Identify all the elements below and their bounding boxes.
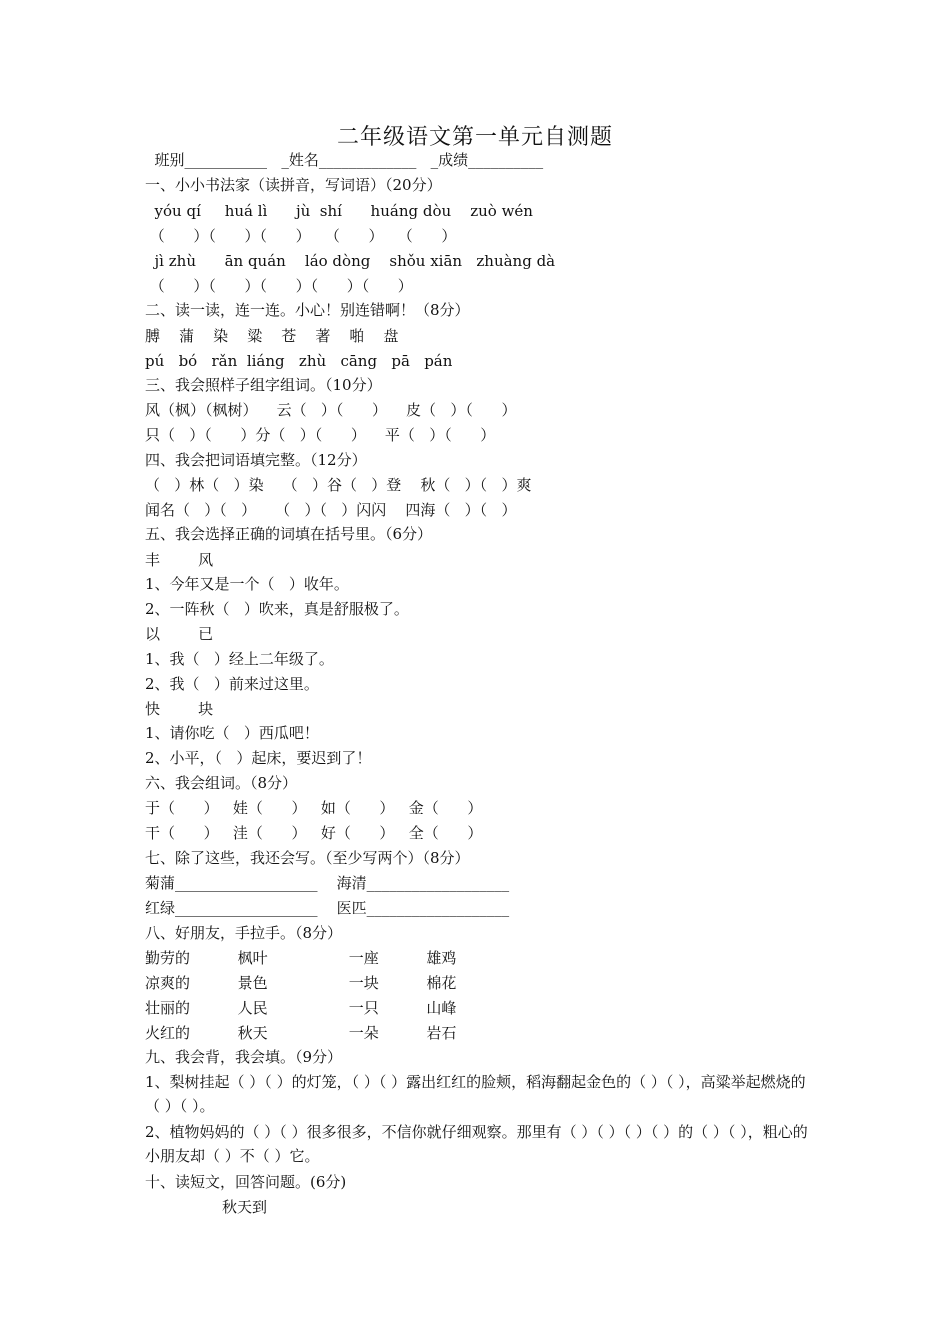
exercise-row: 1、我（ ）经上二年级了。 (145, 650, 334, 668)
exercise-row: 1、今年又是一个（ ）收年。 (145, 575, 349, 593)
exercise-row: 于（ ） 娃（ ） 如（ ） 金（ ） (145, 799, 483, 817)
exercise-row: 2、我（ ）前来过这里。 (145, 675, 319, 693)
exercise-row: 2、一阵秋（ ）吹来，真是舒服极了。 (145, 600, 409, 618)
exercise-row: 只（ ）（ ）分（ ）（ ） 平（ ）（ ） (145, 426, 496, 444)
matching-row: 火红的 秋天 一朵 岩石 (145, 1024, 457, 1042)
word-choice-pair: 快 块 (145, 700, 214, 718)
exercise-row: （ ）林（ ）染 （ ）谷（ ）登 秋（ ）（ ）爽 (145, 476, 532, 494)
student-info-line: 班别___________ _姓名_____________ _成绩__________ (145, 151, 544, 169)
exercise-row: 1、请你吃（ ）西瓜吧！ (145, 724, 319, 742)
exercise-row: 红绿___________________ 医匹___________________ (145, 899, 510, 917)
section-heading: 六、我会组词。（8分） (145, 774, 298, 792)
section-heading: 九、我会背，我会填。（9分） (145, 1048, 343, 1066)
character-row: 膊 蒲 染 粱 苍 著 啪 盘 (145, 327, 399, 345)
pinyin-row: yóu qí huá lì jù shí huáng dòu zuò wén (145, 202, 533, 220)
matching-row: 壮丽的 人民 一只 山峰 (145, 999, 457, 1017)
exercise-row: 菊蒲___________________ 海清___________________ (145, 874, 510, 892)
word-choice-pair: 丰 风 (145, 551, 214, 569)
fill-in-paragraph: 1、梨树挂起（ ）（ ）的灯笼，（ ）（ ）露出红红的脸颊，稻海翻起金色的（ ）（ ），高粱举起燃烧的（ ）（ ）。 (145, 1073, 806, 1115)
matching-row: 勤劳的 枫叶 一座 雄鸡 (145, 949, 457, 967)
section-heading: 八、好朋友，手拉手。（8分） (145, 924, 343, 942)
section-heading: 二、读一读，连一连。小心！别连错啊！（8分） (145, 301, 470, 319)
answer-blanks-row: （ ）（ ）（ ） （ ） （ ） (145, 227, 457, 245)
section-heading: 五、我会选择正确的词填在括号里。（6分） (145, 525, 433, 543)
section-heading: 四、我会把词语填完整。（12分） (145, 451, 367, 469)
matching-row: 凉爽的 景色 一块 棉花 (145, 974, 457, 992)
page-title: 二年级语文第一单元自测题 (336, 125, 613, 150)
exercise-row: 干（ ） 洼（ ） 好（ ） 全（ ） (145, 824, 483, 842)
section-heading: 一、小小书法家（读拼音，写词语）（20分） (145, 176, 442, 194)
word-choice-pair: 以 已 (145, 625, 214, 643)
section-heading: 七、除了这些，我还会写。（至少写两个）（8分） (145, 849, 470, 867)
fill-in-paragraph: 2、植物妈妈的（ ）（ ）很多很多，不信你就仔细观察。那里有（ ）（ ）（ ）（ ）的（ ）（ ），粗心的小朋友却（ ）不（ ）它。 (145, 1123, 808, 1165)
pinyin-row: jì zhù ān quán láo dòng shǒu xiān zhuàng dà (145, 252, 556, 270)
exercise-row: 风（枫）（枫树） 云（ ）（ ） 皮（ ）（ ） (145, 401, 517, 419)
exercise-row: 闻名（ ）（ ） （ ）（ ）闪闪 四海（ ）（ ） (145, 501, 517, 519)
answer-blanks-row: （ ）（ ）（ ）（ ）（ ） (145, 277, 413, 295)
passage-title: 秋天到 (222, 1198, 268, 1216)
pinyin-row: pú bó rǎn liáng zhù cāng pā pán (145, 352, 453, 370)
section-heading: 三、我会照样子组字组词。（10分） (145, 376, 382, 394)
section-heading: 十、读短文，回答问题。(6分) (145, 1173, 347, 1191)
exercise-row: 2、小平，（ ）起床，要迟到了！ (145, 749, 372, 767)
